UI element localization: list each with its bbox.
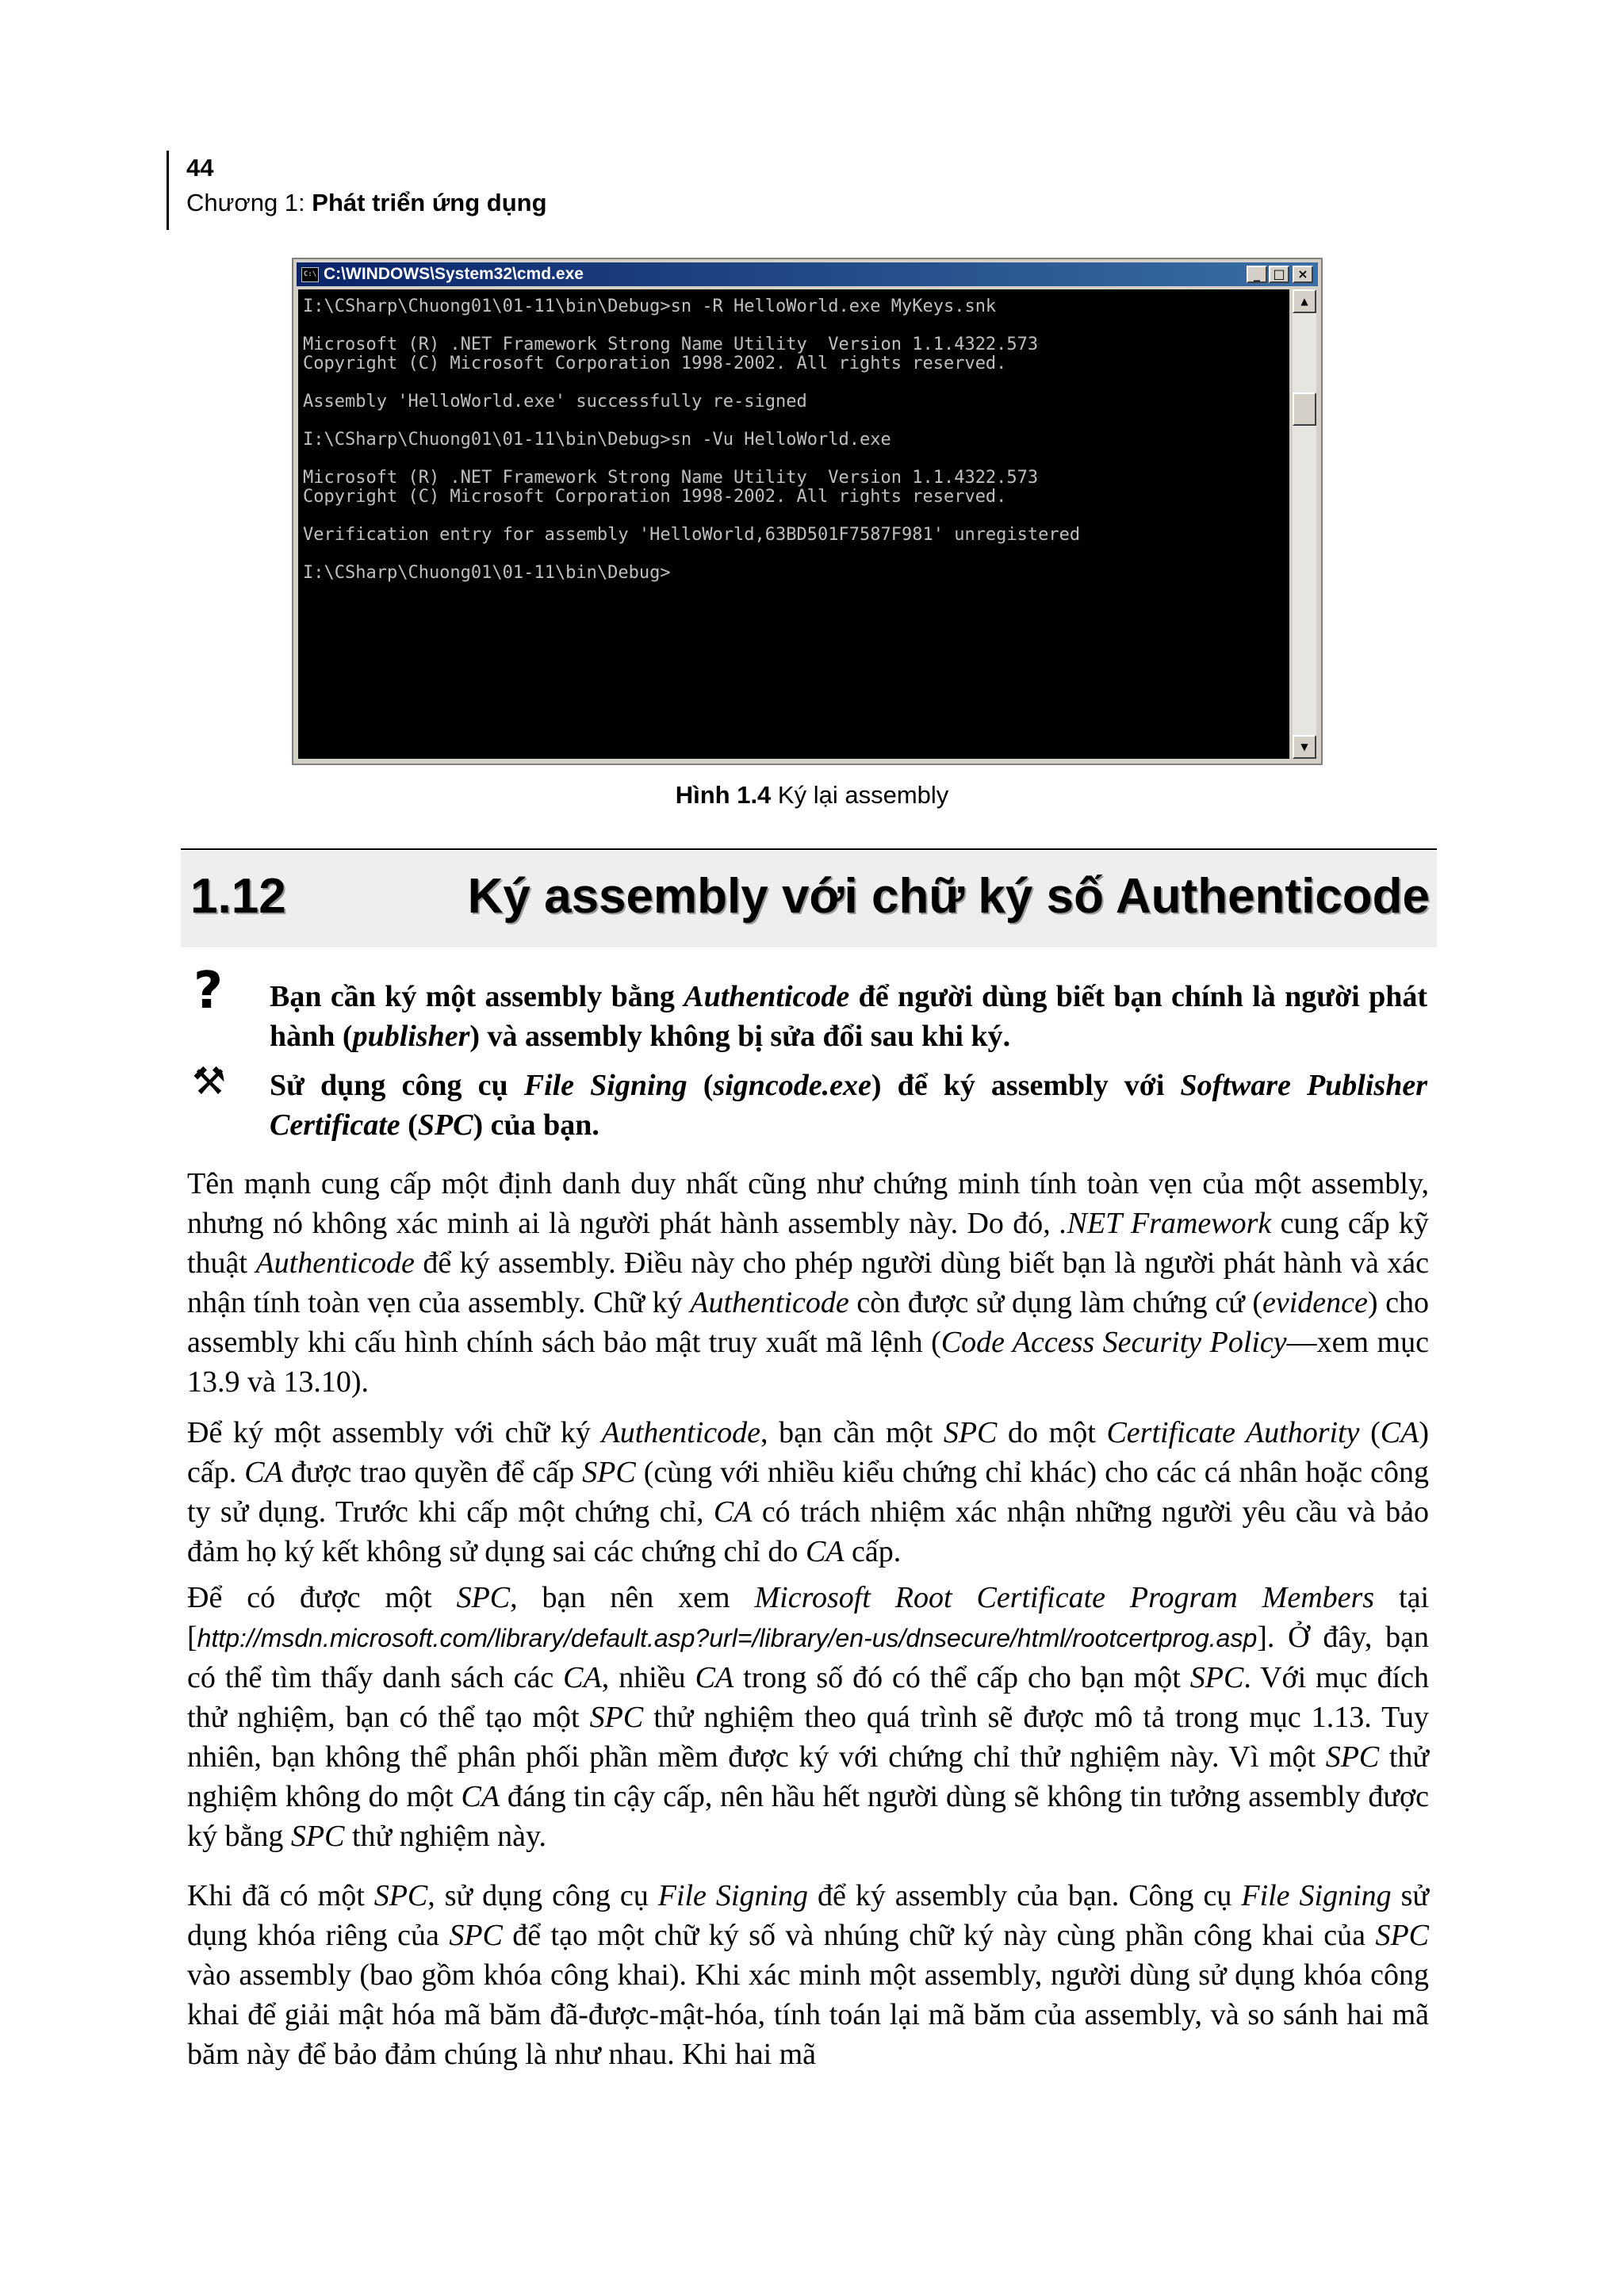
cmd-console[interactable]: [298, 289, 1289, 759]
page-header: [167, 151, 547, 230]
section-title: Ký assembly với chữ ký số Authenticode: [467, 869, 1430, 924]
chapter-title: Phát triển ứng dụng: [312, 189, 547, 216]
console-line: Assembly 'HelloWorld.exe' successfully re-signed: [303, 392, 807, 412]
console-line: Copyright (C) Microsoft Corporation 1998-2002. All rights reserved.: [303, 354, 1007, 373]
figure-caption-text: Ký lại assembly: [771, 781, 949, 809]
cmd-window-title: C:\WINDOWS\System32\cmd.exe: [324, 265, 584, 283]
paragraph-2: Để ký một assembly với chữ ký Authenticode, bạn cần một SPC do một Certificate Authority (CA) cấp. CA được trao quyền để cấp SPC (cùng với nhiều kiểu chứng chỉ khác) cho các cá nhân hoặc công ty sử dụng. Trước khi cấp một chứng chỉ, CA có trách nhiệm xác nhận những người yêu cầu và bảo đảm họ ký kết không sử dụng sai các chứng chỉ do CA cấp.: [187, 1416, 1430, 1568]
page-number: 44: [186, 154, 214, 182]
paragraph-1: Tên mạnh cung cấp một định danh duy nhất cũng như chứng minh tính toàn vẹn của một assembly, nhưng nó không xác minh ai là người phát hành assembly này. Do đó, .NET Framework cung cấp kỹ thuật Authenticode để ký assembly. Điều này cho phép người dùng biết bạn là người phát hành và xác nhận tính toàn vẹn của assembly. Chữ ký Authenticode còn được sử dụng làm chứng cứ (evidence) cho assembly khi cấu hình chính sách bảo mật truy xuất mã lệnh (Code Access Security Policy—xem mục 13.9 và 13.10).: [187, 1167, 1430, 1399]
section-divider: [181, 848, 1437, 850]
msdn-link[interactable]: http://msdn.microsoft.com/library/default.asp?url=/library/en-us/dnsecure/html/rootcertprog.asp: [197, 1624, 1258, 1652]
cmd-app-icon: C:\: [301, 267, 319, 282]
maximize-icon[interactable]: □: [1269, 266, 1289, 283]
console-line: Microsoft (R) .NET Framework Strong Name Utility Version 1.1.4322.573: [303, 335, 1039, 354]
console-line: I:\CSharp\Chuong01\01-11\bin\Debug>sn -Vu HelloWorld.exe: [303, 430, 891, 450]
scroll-up-icon[interactable]: ▲: [1293, 289, 1316, 313]
chapter-heading: [186, 186, 547, 220]
paragraph-4: Khi đã có một SPC, sử dụng công cụ File Signing để ký assembly của bạn. Công cụ File Signing sử dụng khóa riêng của SPC để tạo một chữ ký số và nhúng chữ ký này cùng phần công khai của SPC vào assembly (bao gồm khóa công khai). Khi xác minh một assembly, người dùng sử dụng khóa công khai để giải mật hóa mã băm đã-được-mật-hóa, tính toán lại mã băm của assembly, và so sánh hai mã băm này để bảo đảm chúng là như nhau. Khi hai mã: [187, 1879, 1429, 2071]
figure-label: Hình 1.4: [675, 781, 772, 809]
console-line: Verification entry for assembly 'HelloWorld,63BD501F7587F981' unregistered: [303, 525, 1081, 545]
cmd-titlebar: [297, 262, 1318, 286]
tools-icon: ⚒: [192, 1059, 227, 1104]
problem-statement: Bạn cần ký một assembly bằng Authenticode để người dùng biết bạn chính là người phát hành (publisher) và assembly không bị sửa đổi sau khi ký.: [270, 980, 1427, 1053]
close-icon[interactable]: ×: [1293, 266, 1313, 283]
question-icon: ?: [193, 962, 224, 1020]
section-number: 1.12: [190, 869, 286, 924]
minimize-icon[interactable]: _: [1247, 266, 1267, 283]
vertical-scrollbar[interactable]: [1293, 289, 1316, 759]
chapter-prefix: Chương 1:: [186, 189, 312, 216]
console-line: I:\CSharp\Chuong01\01-11\bin\Debug>: [303, 563, 671, 583]
paragraph-3: Để có được một SPC, bạn nên xem Microsoft Root Certificate Program Members tại [http://msdn.microsoft.com/library/default.asp?url=/library/en-us/dnsecure/html/rootcertprog.asp]. Ở đây, bạn có thể tìm thấy danh sách các CA, nhiều CA trong số đó có thể cấp cho bạn một SPC. Với mục đích thử nghiệm, bạn có thể tạo một SPC thử nghiệm theo quá trình sẽ được mô tả trong mục 1.13. Tuy nhiên, bạn không thể phân phối phần mềm được ký với chứng chỉ thử nghiệm này. Vì một SPC thử nghiệm không do một CA đáng tin cậy cấp, nên hầu hết người dùng sẽ không tin tưởng assembly được ký bằng SPC thử nghiệm này.: [187, 1581, 1430, 1853]
cmd-window: [292, 258, 1323, 765]
console-line: Copyright (C) Microsoft Corporation 1998-2002. All rights reserved.: [303, 487, 1007, 507]
console-line: I:\CSharp\Chuong01\01-11\bin\Debug>sn -R HelloWorld.exe MyKeys.snk: [303, 297, 997, 316]
console-line: Microsoft (R) .NET Framework Strong Name Utility Version 1.1.4322.573: [303, 468, 1039, 488]
figure-caption: [0, 781, 1624, 810]
scroll-down-icon[interactable]: ▼: [1293, 735, 1316, 759]
solution-statement: Sử dụng công cụ File Signing (signcode.exe) để ký assembly với Software Publisher Certificate (SPC) của bạn.: [270, 1069, 1427, 1142]
scroll-thumb[interactable]: [1293, 392, 1316, 426]
